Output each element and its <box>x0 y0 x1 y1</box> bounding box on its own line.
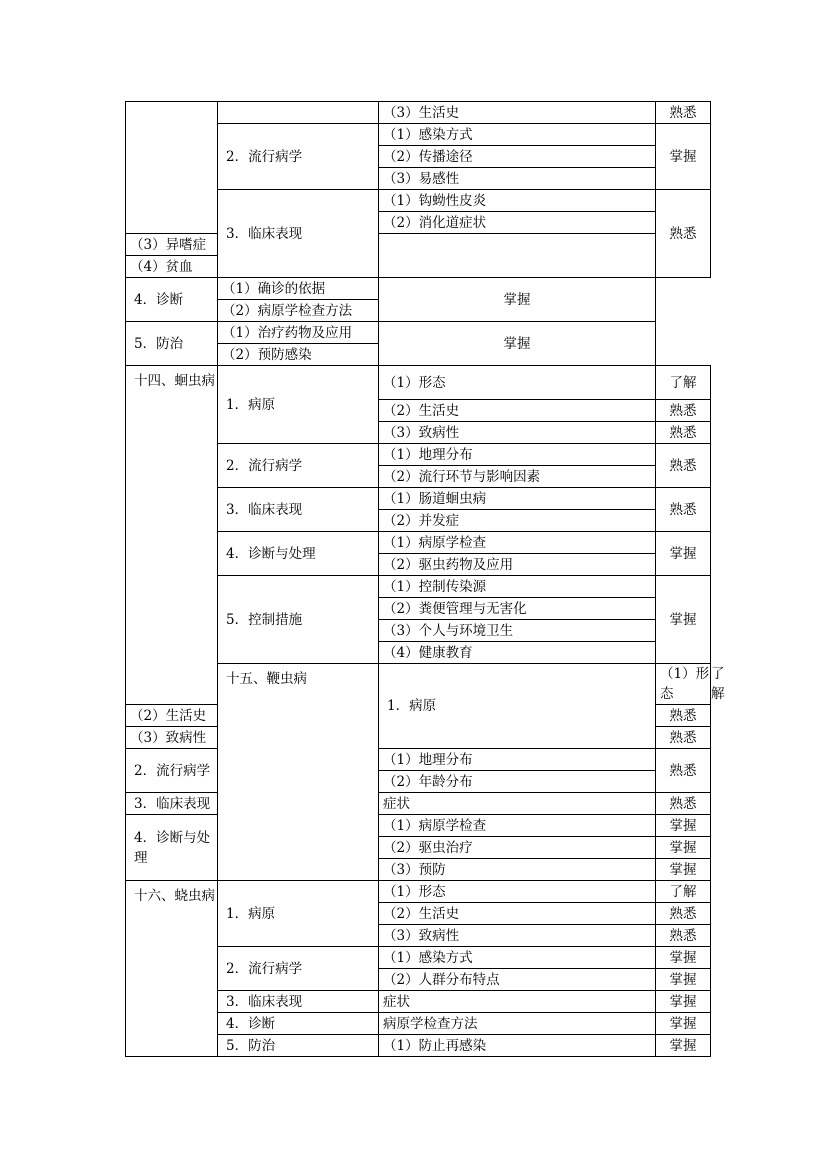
detail-cell: 症状 <box>379 793 656 815</box>
disease-cell: 十六、蛲虫病 <box>126 881 218 1057</box>
requirement-cell: 熟悉 <box>656 400 711 422</box>
detail-cell: （3）生活史 <box>379 102 656 124</box>
detail-cell: （4）贫血 <box>126 256 218 278</box>
detail-cell: （1）形态 <box>656 664 711 705</box>
unit-cell: 3．临床表现 <box>218 488 379 532</box>
requirement-cell: 熟悉 <box>656 925 711 947</box>
requirement-cell: 掌握 <box>656 124 711 190</box>
detail-cell: （2）人群分布特点 <box>379 969 656 991</box>
disease-cell: 十四、蛔虫病 <box>126 366 218 705</box>
disease-cell <box>126 102 218 234</box>
detail-cell: 病原学检查方法 <box>379 1013 656 1035</box>
detail-cell: 症状 <box>379 991 656 1013</box>
detail-cell: （1）感染方式 <box>379 947 656 969</box>
requirement-cell: 掌握 <box>656 1013 711 1035</box>
table-row <box>126 322 711 344</box>
detail-cell: （2）生活史 <box>126 705 218 727</box>
requirement-cell: 掌握 <box>656 969 711 991</box>
unit-cell: 4．诊断 <box>126 278 218 322</box>
detail-cell: （1）防止再感染 <box>379 1035 656 1057</box>
requirement-cell: 了解 <box>656 366 711 400</box>
detail-cell: （3）易感性 <box>379 168 656 190</box>
requirement-cell: 掌握 <box>656 1035 711 1057</box>
detail-cell: （3）致病性 <box>379 925 656 947</box>
requirement-cell: 了解 <box>656 881 711 903</box>
table-row <box>126 256 711 278</box>
detail-cell: （1）形态 <box>379 366 656 400</box>
detail-cell: （2）预防感染 <box>218 344 379 366</box>
requirement-cell: 熟悉 <box>656 903 711 925</box>
detail-cell: （2）粪便管理与无害化 <box>379 598 656 620</box>
table-row <box>126 793 711 815</box>
detail-cell: （2）流行环节与影响因素 <box>379 466 656 488</box>
unit-cell: 2．流行病学 <box>218 947 379 991</box>
detail-cell: （1）地理分布 <box>379 444 656 466</box>
detail-cell: （1）钩蚴性皮炎 <box>379 190 656 212</box>
detail-cell: （2）生活史 <box>379 400 656 422</box>
table-row <box>126 815 711 837</box>
detail-cell: （3）致病性 <box>126 727 218 749</box>
requirement-cell: 掌握 <box>656 837 711 859</box>
table-row: 十五、鞭虫病 1．病原 （1）形态 了解 <box>126 664 711 705</box>
table-row <box>126 749 711 771</box>
detail-cell: （1）地理分布 <box>379 749 656 771</box>
unit-cell: 3．临床表现 <box>126 793 218 815</box>
table-row <box>126 366 711 400</box>
unit-cell <box>218 102 379 124</box>
detail-cell: （2）病原学检查方法 <box>218 300 379 322</box>
detail-cell: （2）生活史 <box>379 903 656 925</box>
requirement-cell: 熟悉 <box>656 102 711 124</box>
unit-cell: 2．流行病学 <box>126 749 218 793</box>
detail-cell: （2）传播途径 <box>379 146 656 168</box>
detail-cell: （1）病原学检查 <box>379 532 656 554</box>
detail-cell: （1）确诊的依据 <box>218 278 379 300</box>
requirement-cell: 熟悉 <box>656 705 711 727</box>
unit-cell: 3．临床表现 <box>218 190 379 278</box>
detail-cell: （3）个人与环境卫生 <box>379 620 656 642</box>
unit-cell: 5．防治 <box>218 1035 379 1057</box>
unit-cell: 1．病原 <box>379 664 656 749</box>
detail-cell: （3）预防 <box>379 859 656 881</box>
detail-cell: （3）异嗜症 <box>126 234 218 256</box>
requirement-cell: 熟悉 <box>656 793 711 815</box>
unit-cell: 1．病原 <box>218 881 379 947</box>
disease-cell: 十五、鞭虫病 <box>218 664 379 881</box>
unit-cell: 4．诊断与处理 <box>218 532 379 576</box>
unit-cell: 1．病原 <box>218 366 379 444</box>
unit-cell: 2．流行病学 <box>218 124 379 190</box>
requirement-cell: 熟悉 <box>656 749 711 793</box>
detail-cell: （2）年龄分布 <box>379 771 656 793</box>
requirement-cell: 掌握 <box>656 815 711 837</box>
requirement-cell: 掌握 <box>656 991 711 1013</box>
requirement-cell: 掌握 <box>379 278 656 322</box>
requirement-cell: 掌握 <box>379 322 656 366</box>
syllabus-table <box>125 101 725 1057</box>
detail-cell: （3）致病性 <box>379 422 656 444</box>
unit-cell: 3．临床表现 <box>218 991 379 1013</box>
unit-cell: 4．诊断与处理 <box>126 815 218 881</box>
detail-cell: （1）形态 <box>379 881 656 903</box>
requirement-cell: 熟悉 <box>656 727 711 749</box>
detail-cell: （1）控制传染源 <box>379 576 656 598</box>
requirement-cell: 掌握 <box>656 532 711 576</box>
detail-cell: （1）感染方式 <box>379 124 656 146</box>
unit-cell: 2．流行病学 <box>218 444 379 488</box>
syllabus-table-body <box>126 102 725 1057</box>
requirement-cell: 掌握 <box>656 576 711 664</box>
requirement-cell: 熟悉 <box>656 422 711 444</box>
detail-cell: （2）驱虫治疗 <box>379 837 656 859</box>
table-row <box>126 102 711 124</box>
requirement-cell: 熟悉 <box>656 444 711 488</box>
unit-cell: 5．控制措施 <box>218 576 379 664</box>
detail-cell: （1）肠道蛔虫病 <box>379 488 656 510</box>
table-row <box>126 881 711 903</box>
unit-cell: 4．诊断 <box>218 1013 379 1035</box>
requirement-cell: 熟悉 <box>656 488 711 532</box>
detail-cell: （2）并发症 <box>379 510 656 532</box>
detail-cell: （2）消化道症状 <box>379 212 656 234</box>
requirement-cell: 掌握 <box>656 947 711 969</box>
unit-cell: 5．防治 <box>126 322 218 366</box>
detail-cell: （2）驱虫药物及应用 <box>379 554 656 576</box>
table-row <box>126 278 711 300</box>
requirement-cell: 熟悉 <box>656 190 711 278</box>
detail-cell: （1）病原学检查 <box>379 815 656 837</box>
requirement-cell: 掌握 <box>656 859 711 881</box>
detail-cell: （4）健康教育 <box>379 642 656 664</box>
table-row <box>126 234 711 256</box>
detail-cell: （1）治疗药物及应用 <box>218 322 379 344</box>
